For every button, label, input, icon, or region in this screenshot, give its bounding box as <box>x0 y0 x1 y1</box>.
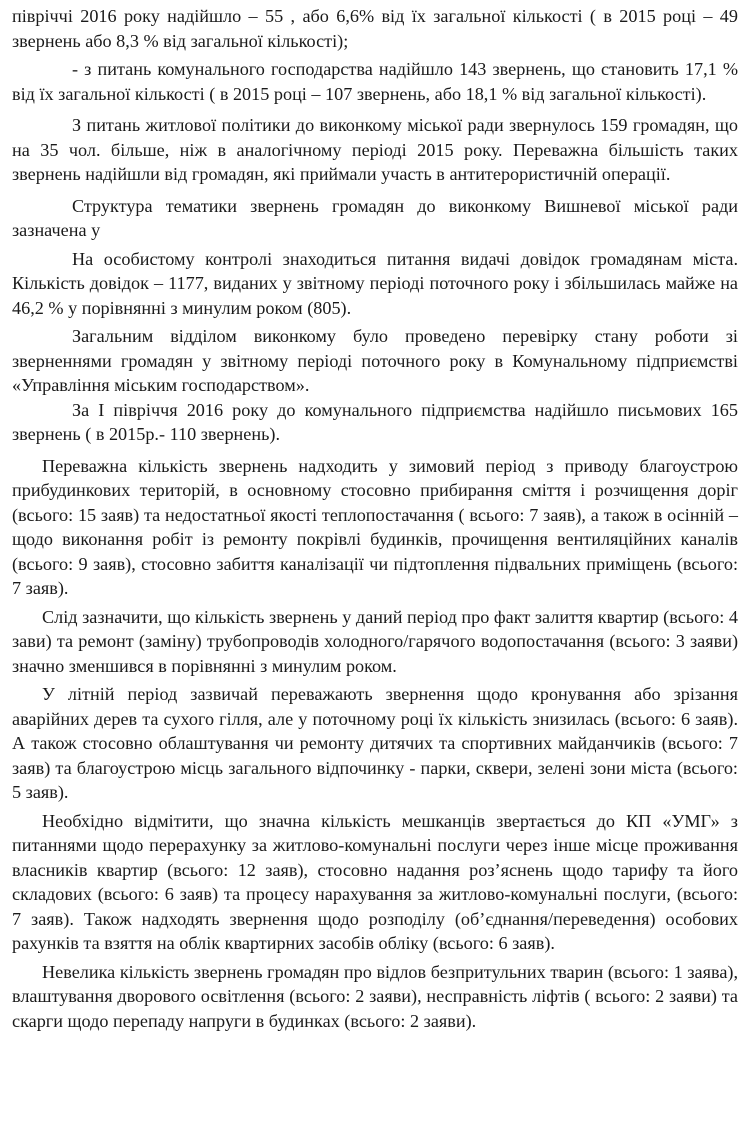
paragraph-half-year-enterprise: За І півріччя 2016 року до комунального підприємства надійшло письмових 165 звернень ( в 2015р.- 110 звернень). <box>12 399 738 444</box>
paragraph-certificates: На особистому контролі знаходиться питання видачі довідок громадянам міста. Кількість довідок – 1177, виданих у звітному періоді поточного року і збільшилась майже на 46,2 % у порівнянні з минулим роком (805). <box>12 248 738 318</box>
paragraph-flooding: Слід зазначити, що кількість звернень у даний період про факт залиття квартир (всього: 4 зави) та ремонт (заміну) трубопроводів холодного/гарячого водопостачання (всього: 3 заяви) значно зменшився в порівнянні з минулим роком. <box>12 606 738 676</box>
paragraph-recalculation: Необхідно відмітити, що значна кількість мешканців звертається до КП «УМГ» з питаннями щодо перерахунку за житлово-комунальні послуги через інше місце проживання власників квартир (всього: 12 заяв), стосовно надання роз’яснень щодо тарифу та його складових (всього: 6 заяв) та процесу нарахування за житлово-комунальні послуги, (всього: 7 заяв). Також надходять звернення щодо розподілу (об’єднання/переведення) особових рахунків та взяття на облік квартирних засобів обліку (всього: 6 заяв). <box>12 810 738 953</box>
paragraph-half-year-housing: півріччі 2016 року надійшло – 55 , або 6,6% від їх загальної кількості ( в 2015 році – 49 звернень або 8,3 % від загальної кількості); <box>12 6 738 51</box>
paragraph-summer-period: У літній період зазвичай переважають звернення щодо кронування або зрізання аварійних дерев та сухого гілля, але у поточному році їх кількість знизилась (всього: 6 заяв). А також стосовно облаштування чи ремонту дитячих та спортивних майданчиків (всього: 7 заяв) та благоустрою місць загального відпочинку - парки, сквери, зелені зони міста (всього: 5 заяв). <box>12 684 738 802</box>
paragraph-communal-economy: - з питань комунального господарства надійшло 143 звернень, що становить 17,1 % від їх загальної кількості ( в 2015 році – 107 звернень, або 18,1 % від загальної кількості). <box>12 59 738 104</box>
paragraph-small-requests: Невелика кількість звернень громадян про відлов безпритульних тварин (всього: 1 заява), влаштування дворового освітлення (всього: 2 заяви), несправність ліфтів ( всього: 2 заяви) та скарги щодо перепаду напруги в будинках (всього: 2 заяви). <box>12 961 738 1031</box>
paragraph-winter-period: Переважна кількість звернень надходить у зимовий період з приводу благоустрою прибудинкових територій, в основному стосовно прибирання сміття і розчищення доріг (всього: 15 заяв) та недостатньої якості теплопостачання ( всього: 7 заяв), а також в осінній – щодо виконання робіт із ремонту покрівлі будинків, прочищення вентиляційних каналів (всього: 9 заяв), стосовно забиття каналізації чи підтоплення підвальних приміщень (всього: 7 заяв). <box>12 455 738 598</box>
paragraph-inspection: Загальним відділом виконкому було проведено перевірку стану роботи зі зверненнями громадян у звітному періоді поточного року в Комунальному підприємстві «Управління міським господарством». <box>12 326 738 395</box>
paragraph-structure-topics: Структура тематики звернень громадян до виконкому Вишневої міської ради зазначена у <box>12 195 738 240</box>
paragraph-housing-policy: З питань житлової політики до виконкому міської ради звернулось 159 громадян, що на 35 чол. більше, ніж в аналогічному періоді 2015 року. Переважна більшість таких звернень надійшли від громадян, які приймали участь в антитерористичній операції. <box>12 115 738 184</box>
